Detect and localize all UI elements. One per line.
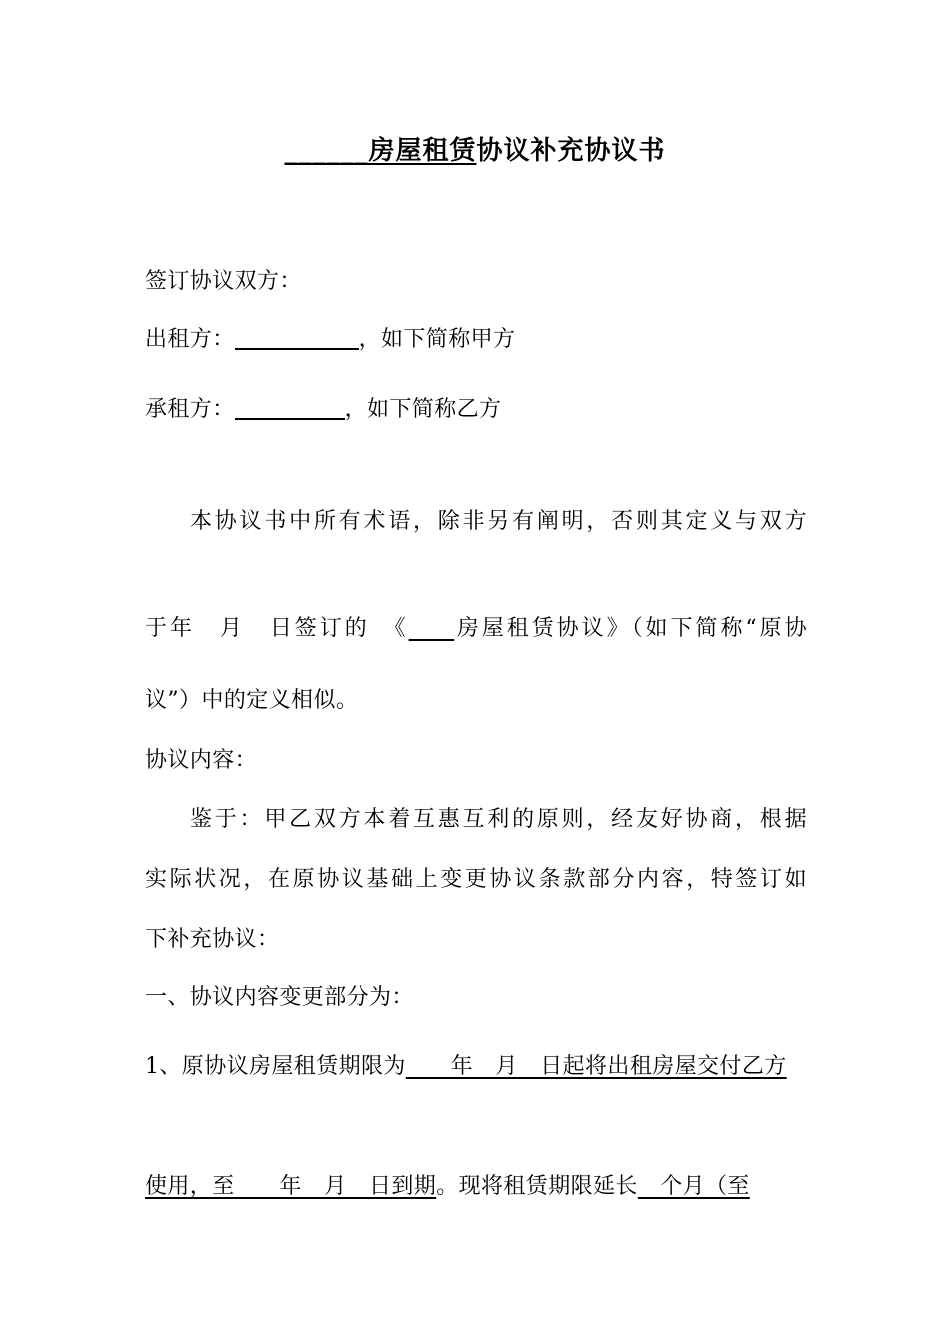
item-1-prefix: 1、原协议房屋租赁期限为	[145, 1054, 406, 1079]
preamble-line-2	[145, 614, 807, 644]
lessor-label: 出租方：	[145, 327, 235, 352]
lessee-suffix: ，如下简称乙方	[344, 397, 502, 422]
lessor-suffix: ，如下简称甲方	[358, 327, 516, 352]
content-para-line-3: 下补充协议：	[145, 927, 280, 952]
lessee-label: 承租方：	[145, 397, 235, 422]
lessor-line	[145, 325, 807, 355]
preamble-line-3: 议”）中的定义相似。	[145, 688, 359, 713]
preamble-date-text: 于年 月 日签订的 《	[145, 616, 409, 641]
preamble-line-1: 本协议书中所有术语，除非另有阐明，否则其定义与双方	[190, 509, 807, 534]
item-2-line	[145, 1172, 807, 1202]
item-2-mid: 。现将租赁期限延长	[436, 1174, 638, 1199]
parties-heading: 签订协议双方：	[145, 269, 302, 294]
section-one-heading: 一、协议内容变更部分为：	[145, 985, 414, 1010]
lessee-line	[145, 395, 807, 425]
preamble-agreement-text: 房屋租赁协议》（如下简称“原协	[454, 616, 807, 641]
title-blank: ______	[284, 136, 369, 166]
item-2-underlined: 使用，至 年 月 日到期	[145, 1174, 437, 1199]
content-heading: 协议内容：	[145, 748, 258, 773]
item-2-underlined-end: 个月（至	[637, 1174, 750, 1199]
title-underlined-text: 房屋租赁	[368, 136, 477, 166]
document-title	[0, 133, 950, 169]
item-1-underlined: 年 月 日起将出租房屋交付乙方	[405, 1054, 787, 1079]
item-1-line	[145, 1052, 807, 1082]
lessee-blank[interactable]	[235, 396, 345, 420]
title-text: 协议补充协议书	[476, 136, 666, 166]
preamble-blank: ____	[408, 616, 455, 641]
lessor-blank[interactable]	[235, 326, 359, 350]
content-para-line-1: 鉴于：甲乙双方本着互惠互利的原则，经友好协商，根据	[190, 807, 807, 832]
content-para-line-2: 实际状况，在原协议基础上变更协议条款部分内容，特签订如	[145, 867, 807, 892]
